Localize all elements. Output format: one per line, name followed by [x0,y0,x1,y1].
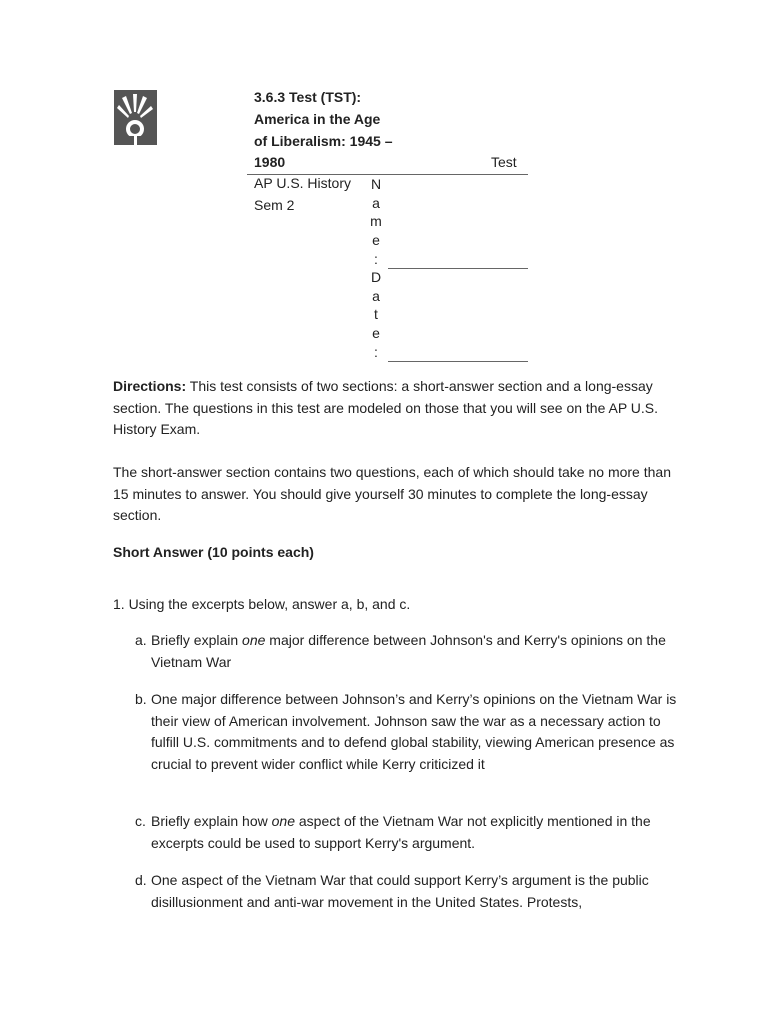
item-marker: a. [135,632,147,648]
test-title: 3.6.3 Test (TST): America in the Age of Liberalism: 1945 – 1980 [254,89,393,171]
item-text: One aspect of the Vietnam War that could support Kerry’s argument is the public disillusionment and anti-war movement in the United States. Protests, [151,872,649,910]
item-text: Briefly explain how one aspect of the Vietnam War not explicitly mentioned in the excerpts could be used to support Kerry's argument. [151,813,651,851]
directions-paragraph [113,376,683,441]
question-1: 1. Using the excerpts below, answer a, b, and c. [113,596,411,612]
intro-paragraph: The short-answer section contains two questions, each of which should take no more than 15 minutes to answer. You should give yourself 30 minutes to complete the long-essay section. [113,464,671,524]
item-text: One major difference between Johnson’s and Kerry’s opinions on the Vietnam War is their view of American involvement. Johnson saw the war as a necessary action to fulfill U.S. commitments and to defend global stability, viewing American presence as crucial to prevent wider conflict while Kerry criticized it [151,691,677,772]
sun-rays-person-logo-icon [114,90,157,145]
name-field[interactable] [388,268,528,269]
answer-item-b [135,689,680,775]
directions-text: This test consists of two sections: a short-answer section and a long-essay section. The questions in this test are modeled on those that you will see on the AP U.S. History Exam. [113,378,659,438]
answer-item-d [135,870,680,913]
item-marker: d. [135,872,147,888]
date-label: D a t e : [370,269,382,360]
section-heading: Short Answer (10 points each) [113,544,314,560]
name-label: N a m e : [370,176,382,267]
date-field[interactable] [388,361,528,362]
directions-label: Directions: [113,378,187,394]
item-text: Briefly explain one major difference between Johnson's and Kerry's opinions on the Vietnam War [151,632,666,670]
test-type-label: Test [491,154,517,170]
course-name: AP U.S. History Sem 2 [254,175,351,213]
item-marker: c. [135,813,146,829]
item-marker: b. [135,691,147,707]
question-item-a [135,630,680,673]
question-item-c [135,811,680,854]
